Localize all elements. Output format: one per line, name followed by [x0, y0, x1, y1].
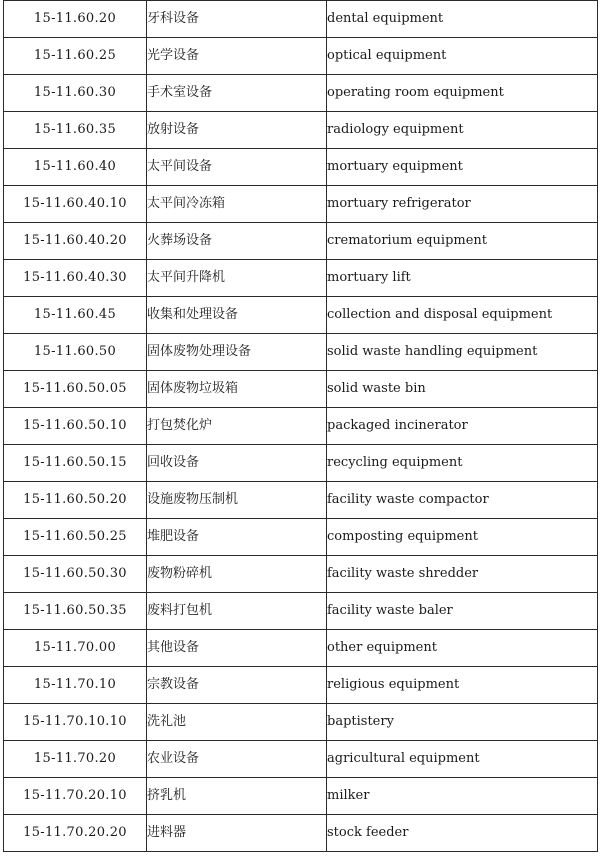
chinese-term-cell: 设施废物压制机 — [147, 482, 327, 519]
english-term-cell: milker — [327, 778, 598, 815]
table-row — [4, 704, 598, 741]
english-term-cell: facility waste shredder — [327, 556, 598, 593]
table-row — [4, 445, 598, 482]
chinese-term-cell: 火葬场设备 — [147, 223, 327, 260]
code-cell: 15-11.70.20 — [4, 741, 147, 778]
code-cell: 15-11.60.50 — [4, 334, 147, 371]
chinese-term-cell: 太平间升降机 — [147, 260, 327, 297]
chinese-term-cell: 光学设备 — [147, 38, 327, 75]
code-cell: 15-11.60.35 — [4, 112, 147, 149]
chinese-term-cell: 固体废物处理设备 — [147, 334, 327, 371]
classification-table — [3, 0, 598, 852]
english-term-cell: solid waste bin — [327, 371, 598, 408]
code-cell: 15-11.60.30 — [4, 75, 147, 112]
english-term-cell: collection and disposal equipment — [327, 297, 598, 334]
english-term-cell: facility waste compactor — [327, 482, 598, 519]
table-row — [4, 630, 598, 667]
code-cell: 15-11.60.50.20 — [4, 482, 147, 519]
english-term-cell: composting equipment — [327, 519, 598, 556]
english-term-cell: mortuary refrigerator — [327, 186, 598, 223]
chinese-term-cell: 农业设备 — [147, 741, 327, 778]
english-term-cell: mortuary equipment — [327, 149, 598, 186]
chinese-term-cell: 进料器 — [147, 815, 327, 852]
table-body — [4, 1, 598, 852]
table-row — [4, 741, 598, 778]
english-term-cell: baptistery — [327, 704, 598, 741]
table-row — [4, 1, 598, 38]
table-row — [4, 519, 598, 556]
code-cell: 15-11.70.10 — [4, 667, 147, 704]
english-term-cell: optical equipment — [327, 38, 598, 75]
english-term-cell: other equipment — [327, 630, 598, 667]
code-cell: 15-11.60.50.10 — [4, 408, 147, 445]
chinese-term-cell: 洗礼池 — [147, 704, 327, 741]
chinese-term-cell: 太平间设备 — [147, 149, 327, 186]
table-row — [4, 334, 598, 371]
code-cell: 15-11.60.50.25 — [4, 519, 147, 556]
english-term-cell: recycling equipment — [327, 445, 598, 482]
table-row — [4, 38, 598, 75]
english-term-cell: religious equipment — [327, 667, 598, 704]
table-row — [4, 260, 598, 297]
code-cell: 15-11.60.40.30 — [4, 260, 147, 297]
code-cell: 15-11.60.50.30 — [4, 556, 147, 593]
code-cell: 15-11.60.40.20 — [4, 223, 147, 260]
table-row — [4, 149, 598, 186]
english-term-cell: crematorium equipment — [327, 223, 598, 260]
code-cell: 15-11.60.40.10 — [4, 186, 147, 223]
english-term-cell: facility waste baler — [327, 593, 598, 630]
table-row — [4, 556, 598, 593]
table-row — [4, 112, 598, 149]
code-cell: 15-11.60.20 — [4, 1, 147, 38]
code-cell: 15-11.60.45 — [4, 297, 147, 334]
english-term-cell: operating room equipment — [327, 75, 598, 112]
english-term-cell: solid waste handling equipment — [327, 334, 598, 371]
chinese-term-cell: 打包焚化炉 — [147, 408, 327, 445]
table-row — [4, 297, 598, 334]
code-cell: 15-11.70.10.10 — [4, 704, 147, 741]
code-cell: 15-11.60.50.35 — [4, 593, 147, 630]
chinese-term-cell: 回收设备 — [147, 445, 327, 482]
english-term-cell: stock feeder — [327, 815, 598, 852]
chinese-term-cell: 放射设备 — [147, 112, 327, 149]
chinese-term-cell: 固体废物垃圾箱 — [147, 371, 327, 408]
table-row — [4, 815, 598, 852]
chinese-term-cell: 收集和处理设备 — [147, 297, 327, 334]
table-row — [4, 778, 598, 815]
code-cell: 15-11.70.20.10 — [4, 778, 147, 815]
code-cell: 15-11.60.50.15 — [4, 445, 147, 482]
code-cell: 15-11.60.40 — [4, 149, 147, 186]
code-cell: 15-11.70.20.20 — [4, 815, 147, 852]
table-row — [4, 186, 598, 223]
table-row — [4, 482, 598, 519]
english-term-cell: packaged incinerator — [327, 408, 598, 445]
chinese-term-cell: 废物粉碎机 — [147, 556, 327, 593]
code-cell: 15-11.60.50.05 — [4, 371, 147, 408]
table-row — [4, 371, 598, 408]
chinese-term-cell: 挤乳机 — [147, 778, 327, 815]
chinese-term-cell: 太平间冷冻箱 — [147, 186, 327, 223]
code-cell: 15-11.70.00 — [4, 630, 147, 667]
chinese-term-cell: 牙科设备 — [147, 1, 327, 38]
chinese-term-cell: 宗教设备 — [147, 667, 327, 704]
table-row — [4, 408, 598, 445]
table-row — [4, 75, 598, 112]
chinese-term-cell: 废料打包机 — [147, 593, 327, 630]
table-row — [4, 593, 598, 630]
chinese-term-cell: 堆肥设备 — [147, 519, 327, 556]
english-term-cell: radiology equipment — [327, 112, 598, 149]
chinese-term-cell: 手术室设备 — [147, 75, 327, 112]
english-term-cell: mortuary lift — [327, 260, 598, 297]
table-row — [4, 223, 598, 260]
english-term-cell: dental equipment — [327, 1, 598, 38]
chinese-term-cell: 其他设备 — [147, 630, 327, 667]
english-term-cell: agricultural equipment — [327, 741, 598, 778]
code-cell: 15-11.60.25 — [4, 38, 147, 75]
table-row — [4, 667, 598, 704]
